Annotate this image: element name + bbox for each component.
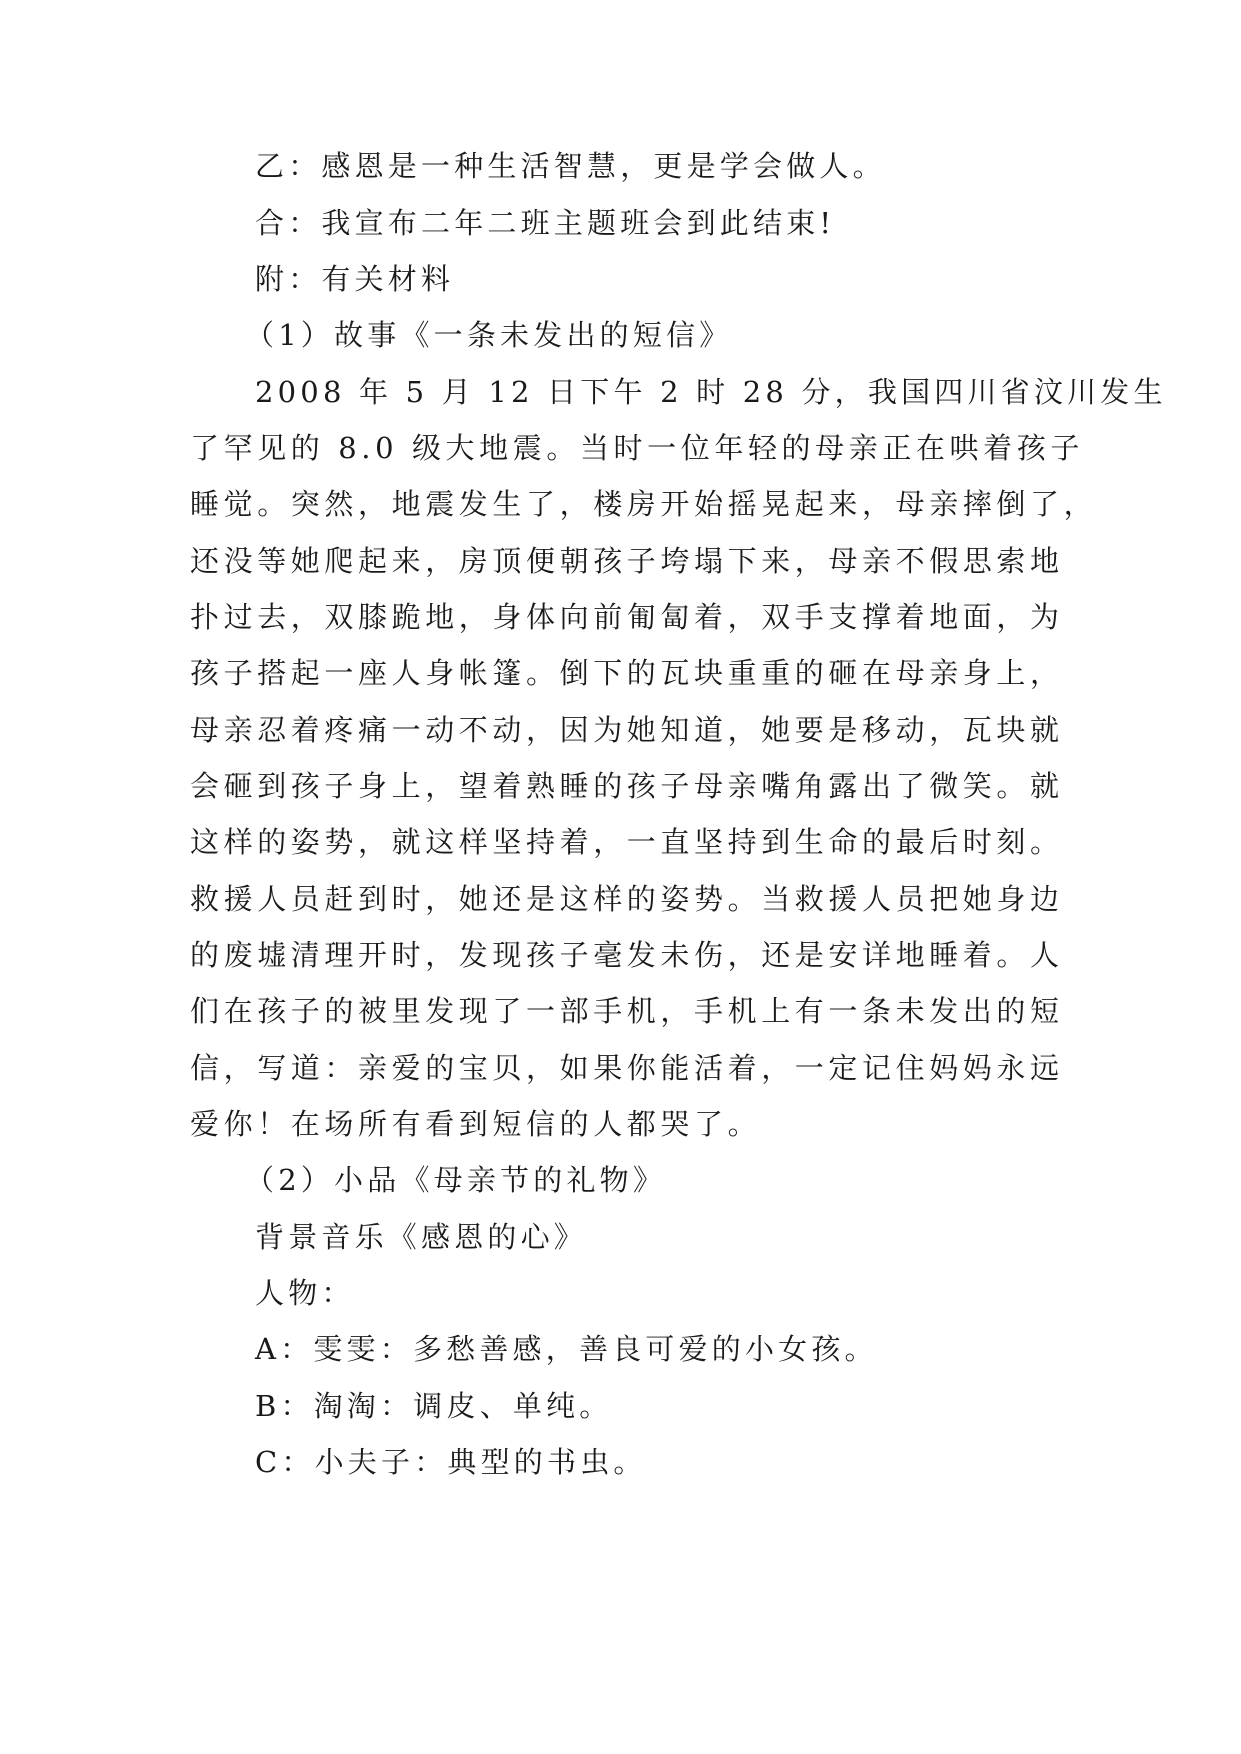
appendix-heading: 附：有关材料 [255, 262, 455, 296]
story-paragraph-line: 母亲忍着疼痛一动不动，因为她知道，她要是移动，瓦块就 [190, 713, 1064, 747]
story-paragraph-line: 扑过去，双膝跪地，身体向前匍匐着，双手支撑着地面，为 [190, 600, 1064, 634]
background-music-line: 背景音乐《感恩的心》 [255, 1220, 588, 1254]
section-heading-sketch: （2）小品《母亲节的礼物》 [245, 1163, 667, 1197]
story-paragraph-line: 了罕见的 8.0 级大地震。当时一位年轻的母亲正在哄着孩子 [190, 431, 1084, 465]
story-paragraph-line: 这样的姿势，就这样坚持着，一直坚持到生命的最后时刻。 [190, 825, 1064, 859]
story-paragraph-line: 们在孩子的被里发现了一部手机，手机上有一条未发出的短 [190, 994, 1064, 1028]
section-heading-story: （1）故事《一条未发出的短信》 [245, 318, 733, 352]
story-paragraph-line: 信，写道：亲爱的宝贝，如果你能活着，一定记住妈妈永远 [190, 1051, 1064, 1085]
characters-heading: 人物： [255, 1276, 355, 1310]
story-paragraph-line: 2008 年 5 月 12 日下午 2 时 28 分，我国四川省汶川发生 [255, 375, 1167, 409]
character-b: B：淘淘：调皮、单纯。 [255, 1389, 613, 1423]
story-paragraph-line: 的废墟清理开时，发现孩子毫发未伤，还是安详地睡着。人 [190, 938, 1064, 972]
dialogue-line-he: 合：我宣布二年二班主题班会到此结束! [255, 206, 836, 240]
story-paragraph-line: 会砸到孩子身上，望着熟睡的孩子母亲嘴角露出了微笑。就 [190, 769, 1064, 803]
story-paragraph-line: 还没等她爬起来，房顶便朝孩子垮塌下来，母亲不假思索地 [190, 544, 1064, 578]
dialogue-line-yi: 乙：感恩是一种生活智慧，更是学会做人。 [255, 149, 886, 183]
story-paragraph-line: 爱你！在场所有看到短信的人都哭了。 [190, 1107, 762, 1141]
character-c: C：小夫子：典型的书虫。 [255, 1445, 647, 1479]
story-paragraph-line: 孩子搭起一座人身帐篷。倒下的瓦块重重的砸在母亲身上， [190, 656, 1064, 690]
story-paragraph-line: 救援人员赶到时，她还是这样的姿势。当救援人员把她身边 [190, 882, 1064, 916]
character-a: A：雯雯：多愁善感，善良可爱的小女孩。 [255, 1332, 878, 1366]
story-paragraph-line: 睡觉。突然，地震发生了，楼房开始摇晃起来，母亲摔倒了， [190, 487, 1098, 521]
